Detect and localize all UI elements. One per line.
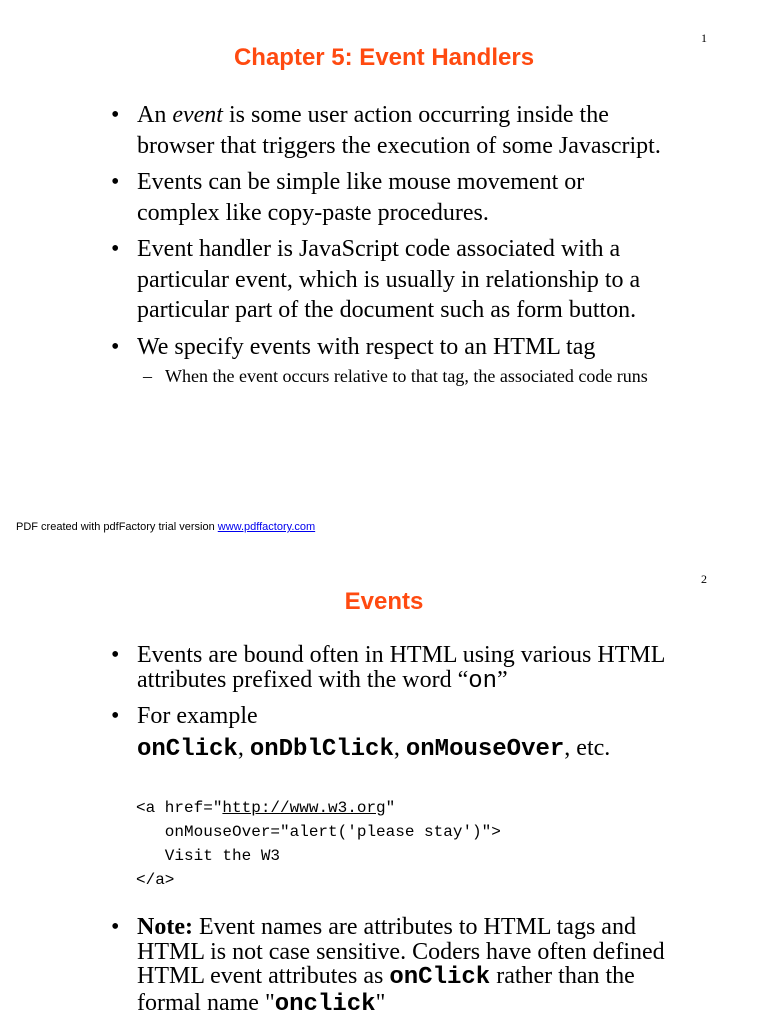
- bullet-list: [111, 100, 671, 388]
- page-number: 1: [701, 31, 707, 45]
- code-onmouseover: onMouseOver: [405, 736, 565, 763]
- note-list: [111, 915, 671, 1023]
- slide-2: [0, 545, 768, 1024]
- bullet-item: • For example onClick, onDblClick, onMouseOver, etc.: [111, 700, 671, 766]
- bullet-item: • Events are bound often in HTML using various HTML attributes prefixed with the word “on”: [111, 643, 671, 694]
- code-on: on: [468, 668, 498, 695]
- slide-title: Chapter 5: Event Handlers: [233, 44, 535, 71]
- pdf-footer: PDF created with pdfFactory trial version www.pdffactory.com: [16, 521, 316, 533]
- code-onclick: onClick: [389, 964, 491, 991]
- note-item: • Note: Event names are attributes to HTML tags and HTML is not case sensitive. Coders have often defined HTML event attributes as onClick rather than the formal name "onclick": [111, 915, 671, 1017]
- bullet-list: [111, 643, 671, 772]
- pdffactory-link[interactable]: www.pdffactory.com: [217, 521, 316, 533]
- code-url: http://www.w3.org: [222, 799, 386, 817]
- sub-bullet-item: – When the event occurs relative to that tag, the associated code runs: [137, 364, 671, 388]
- emphasis-event: event: [172, 102, 223, 128]
- code-onclick-lower: onclick: [274, 990, 376, 1018]
- note-label: Note:: [137, 914, 193, 940]
- bullet-item: • Events can be simple like mouse movement or complex like copy-paste procedures.: [111, 167, 671, 228]
- code-onclick: onClick: [137, 736, 238, 763]
- page-number: 2: [701, 572, 707, 586]
- bullet-item: • Event handler is JavaScript code associated with a particular event, which is usually in relationship to a particular part of the document such as form button.: [111, 234, 671, 326]
- bullet-item: • We specify events with respect to an HTML tag: [111, 332, 671, 363]
- code-ondblclick: onDblClick: [249, 736, 394, 763]
- bullet-item: • An event is some user action occurring inside the browser that triggers the execution of some Javascript.: [111, 100, 671, 161]
- code-example: <a href="http://www.w3.org" onMouseOver="alert('please stay')"> Visit the W3 </a>: [136, 799, 501, 889]
- slide-title: Events: [344, 588, 424, 615]
